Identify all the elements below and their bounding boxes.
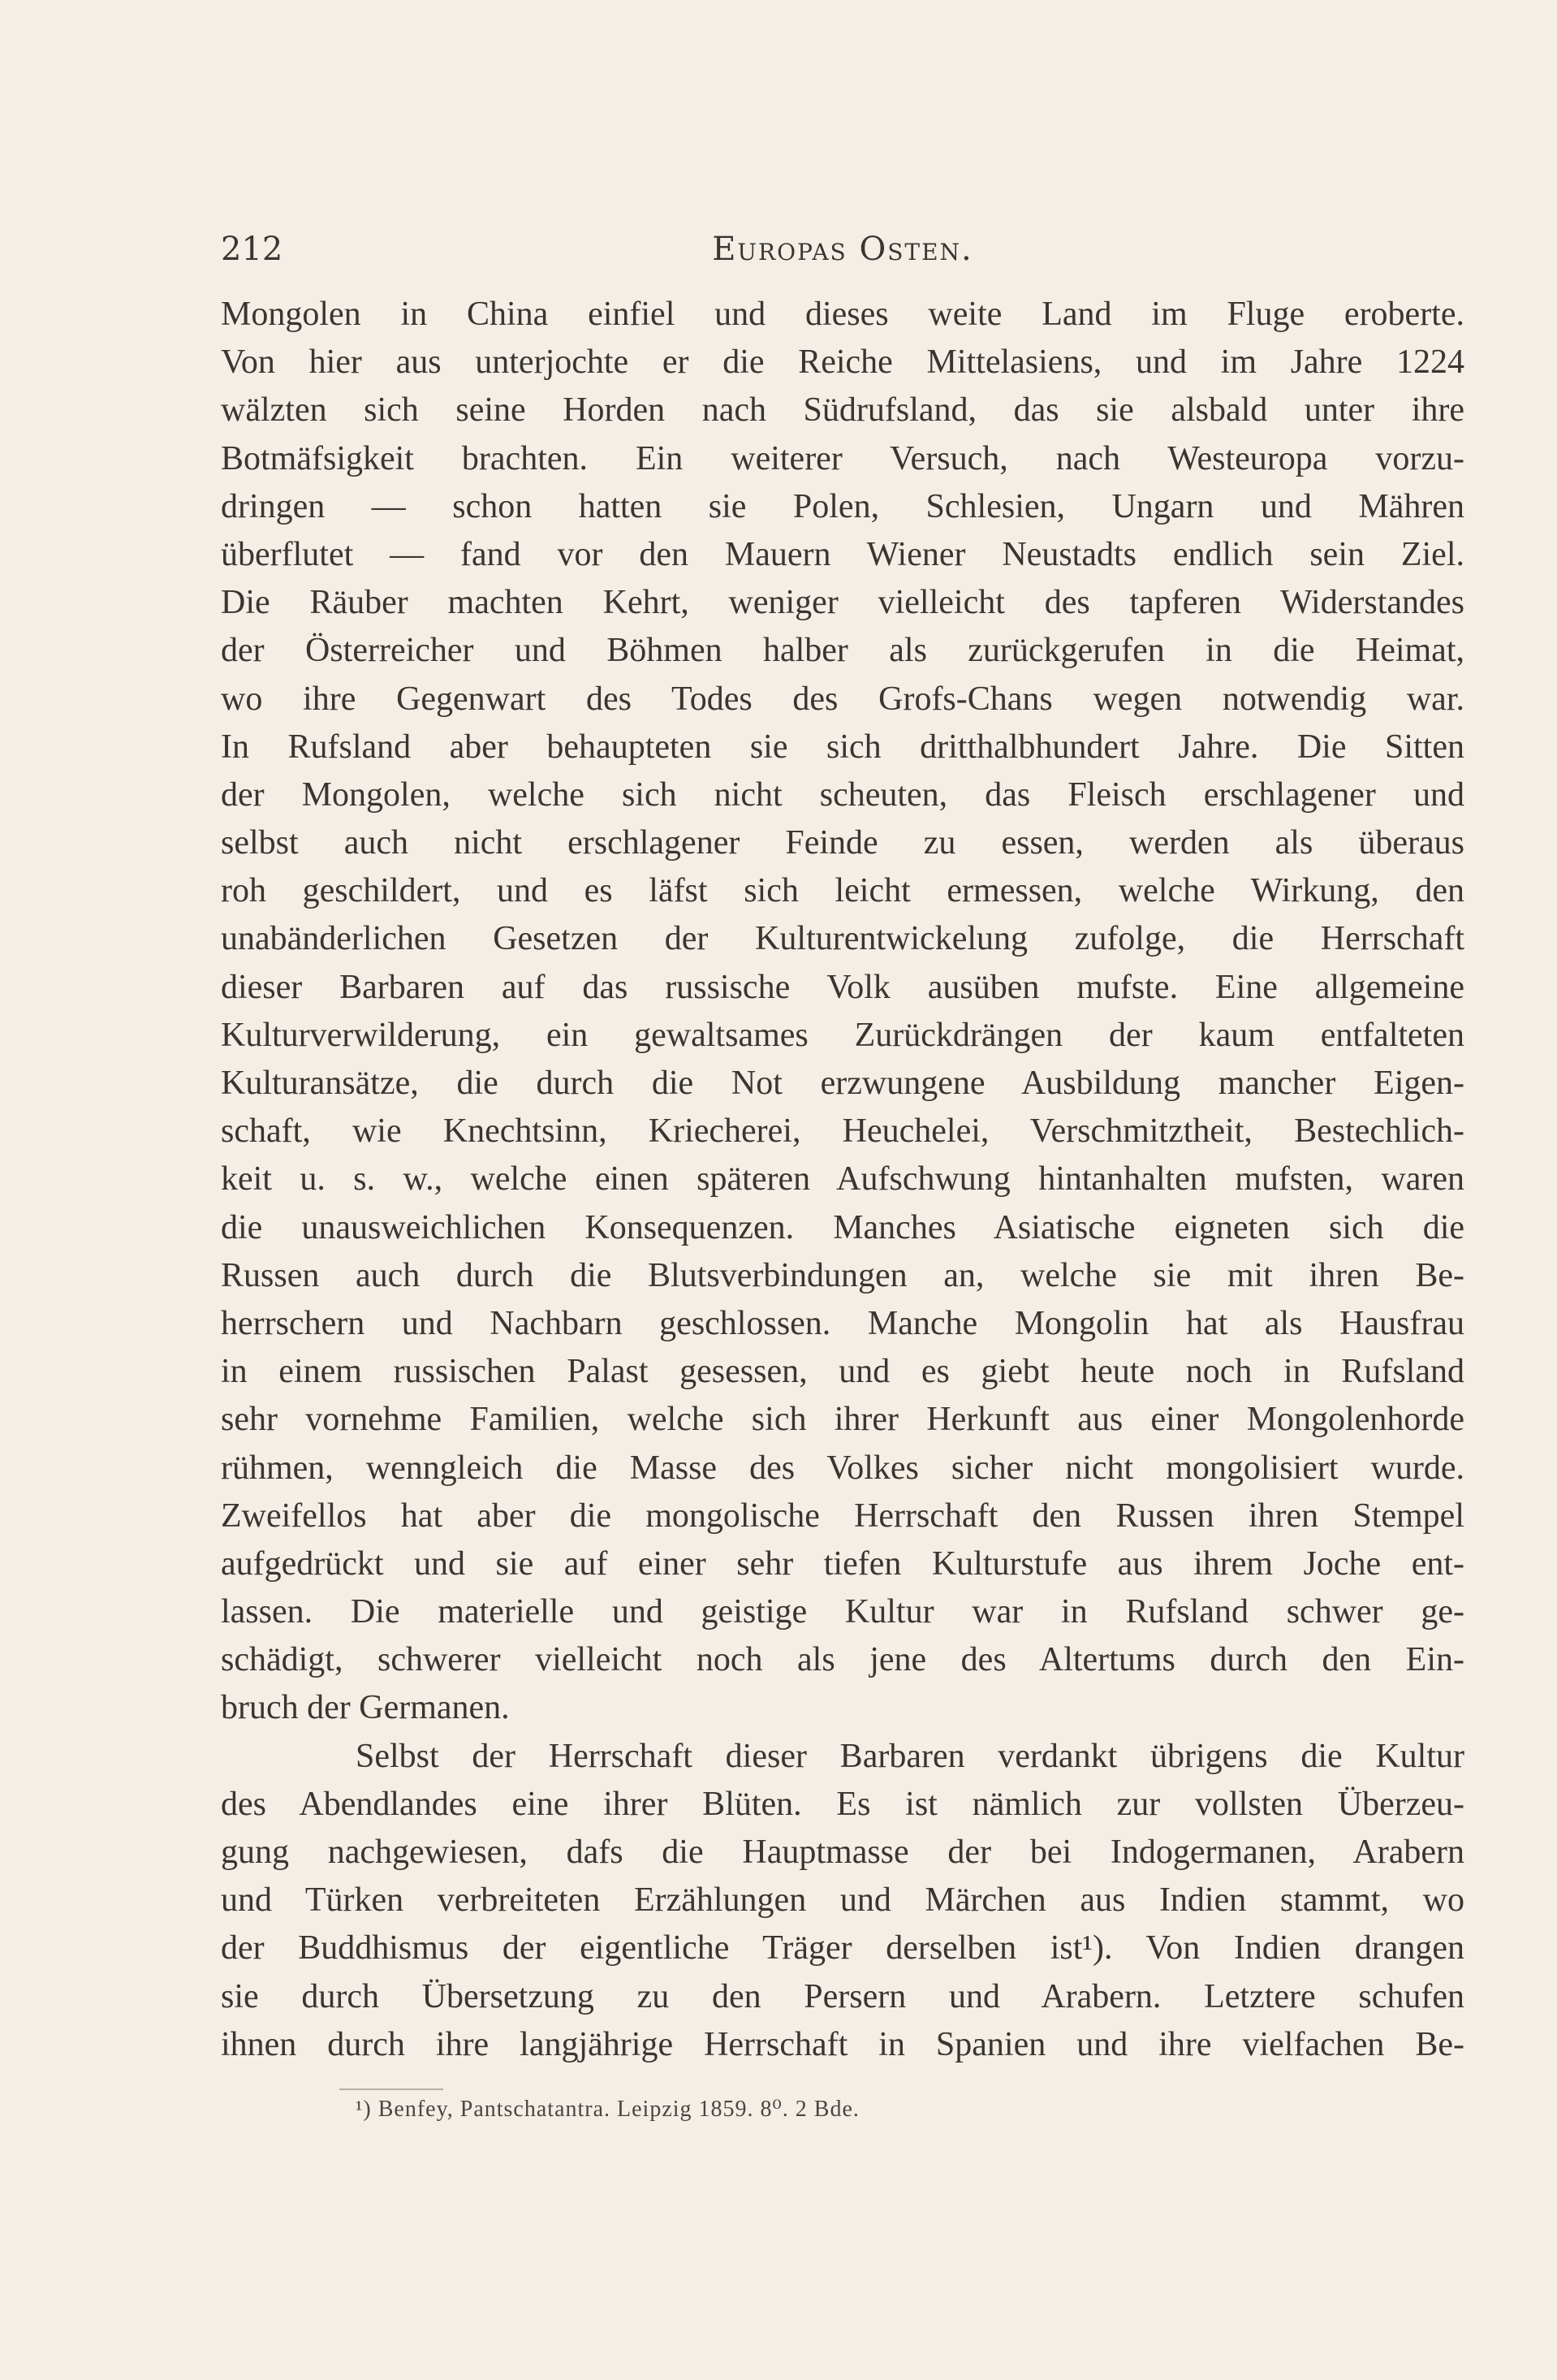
text-line: der Mongolen, welche sich nicht scheuten, das Fleisch erschlagener und [221, 775, 1464, 814]
paragraph-1 [221, 291, 1464, 1733]
text-line: selbst auch nicht erschlagener Feinde zu essen, werden als überaus [221, 824, 1464, 862]
text-line: rühmen, wenngleich die Masse des Volkes sicher nicht mongolisiert wurde. [221, 1449, 1464, 1487]
page-header [221, 221, 1464, 278]
text-line: herrschern und Nachbarn geschlossen. Manche Mongolin hat als Hausfrau [221, 1304, 1464, 1342]
text-line: lassen. Die materielle und geistige Kultur war in Rufsland schwer ge- [221, 1593, 1464, 1631]
text-line: Mongolen in China einfiel und dieses weite Land im Fluge eroberte. [221, 296, 1464, 333]
text-line: sie durch Übersetzung zu den Persern und Arabern. Letztere schufen [221, 1977, 1464, 2015]
text-line: und Türken verbreiteten Erzählungen und Märchen aus Indien stammt, wo [221, 1881, 1464, 1920]
text-line: keit u. s. w., welche einen späteren Aufschwung hintanhalten mufsten, waren [221, 1160, 1464, 1199]
text-line: Zweifellos hat aber die mongolische Herrschaft den Russen ihren Stempel [221, 1497, 1464, 1535]
text-line: schaft, wie Knechtsinn, Kriecherei, Heuchelei, Verschmitztheit, Bestechlich- [221, 1112, 1464, 1151]
text-line: überflutet — fand vor den Mauern Wiener Neustadts endlich sein Ziel. [221, 535, 1464, 573]
text-line: bruch der Germanen. [221, 1689, 510, 1727]
text-line: Die Räuber machten Kehrt, weniger vielleicht des tapferen Widerstandes [221, 584, 1464, 622]
page-number: 212 [221, 231, 283, 268]
text-line: Botmäfsigkeit brachten. Ein weiterer Versuch, nach Westeuropa vorzu- [221, 439, 1464, 477]
text-line: wälzten sich seine Horden nach Südrufsland, das sie alsbald unter ihre [221, 391, 1464, 430]
text-line: ihnen durch ihre langjährige Herrschaft in Spanien und ihre vielfachen Be- [221, 2025, 1464, 2063]
text-line: der Buddhismus der eigentliche Träger derselben ist¹). Von Indien drangen [221, 1929, 1464, 1967]
text-line: Selbst der Herrschaft dieser Barbaren verdankt übrigens die Kultur [356, 1737, 1464, 1775]
text-line: die unausweichlichen Konsequenzen. Manches Asiatische eigneten sich die [221, 1208, 1464, 1246]
text-line: Russen auch durch die Blutsverbindungen an, welche sie mit ihren Be- [221, 1256, 1464, 1294]
text-line: der Österreicher und Böhmen halber als zurückgerufen in die Heimat, [221, 632, 1464, 670]
text-line: des Abendlandes eine ihrer Blüten. Es ist nämlich zur vollsten Überzeu- [221, 1785, 1464, 1823]
text-line: aufgedrückt und sie auf einer sehr tiefen Kulturstufe aus ihrem Joche ent- [221, 1544, 1464, 1583]
footnote-divider [339, 2088, 443, 2090]
text-line: In Rufsland aber behaupteten sie sich dritthalbhundert Jahre. Die Sitten [221, 728, 1464, 766]
paragraph-2 [221, 1733, 1464, 2069]
text-line: Von hier aus unterjochte er die Reiche Mittelasiens, und im Jahre 1224 [221, 343, 1464, 382]
footnote: ¹) Benfey, Pantschatantra. Leipzig 1859. 8⁰. 2 Bde. [356, 2097, 860, 2122]
text-line: Kulturverwilderung, ein gewaltsames Zurückdrängen der kaum entfalteten [221, 1016, 1464, 1054]
text-line: dieser Barbaren auf das russische Volk ausüben mufste. Eine allgemeine [221, 968, 1464, 1006]
text-line: dringen — schon hatten sie Polen, Schlesien, Ungarn und Mähren [221, 487, 1464, 525]
text-line: wo ihre Gegenwart des Todes des Grofs-Chans wegen notwendig war. [221, 680, 1464, 718]
text-line: in einem russischen Palast gesessen, und es giebt heute noch in Rufsland [221, 1353, 1464, 1391]
text-line: sehr vornehme Familien, welche sich ihrer Herkunft aus einer Mongolenhorde [221, 1401, 1464, 1439]
text-line: unabänderlichen Gesetzen der Kulturentwickelung zufolge, die Herrschaft [221, 920, 1464, 958]
text-line: schädigt, schwerer vielleicht noch als jene des Altertums durch den Ein- [221, 1641, 1464, 1679]
running-head: Europas Osten. [712, 231, 973, 268]
body-text [221, 291, 1464, 2069]
text-line: roh geschildert, und es läfst sich leicht ermessen, welche Wirkung, den [221, 872, 1464, 910]
text-line: Kulturansätze, die durch die Not erzwungene Ausbildung mancher Eigen- [221, 1065, 1464, 1102]
text-line: gung nachgewiesen, dafs die Hauptmasse der bei Indogermanen, Arabern [221, 1834, 1464, 1871]
